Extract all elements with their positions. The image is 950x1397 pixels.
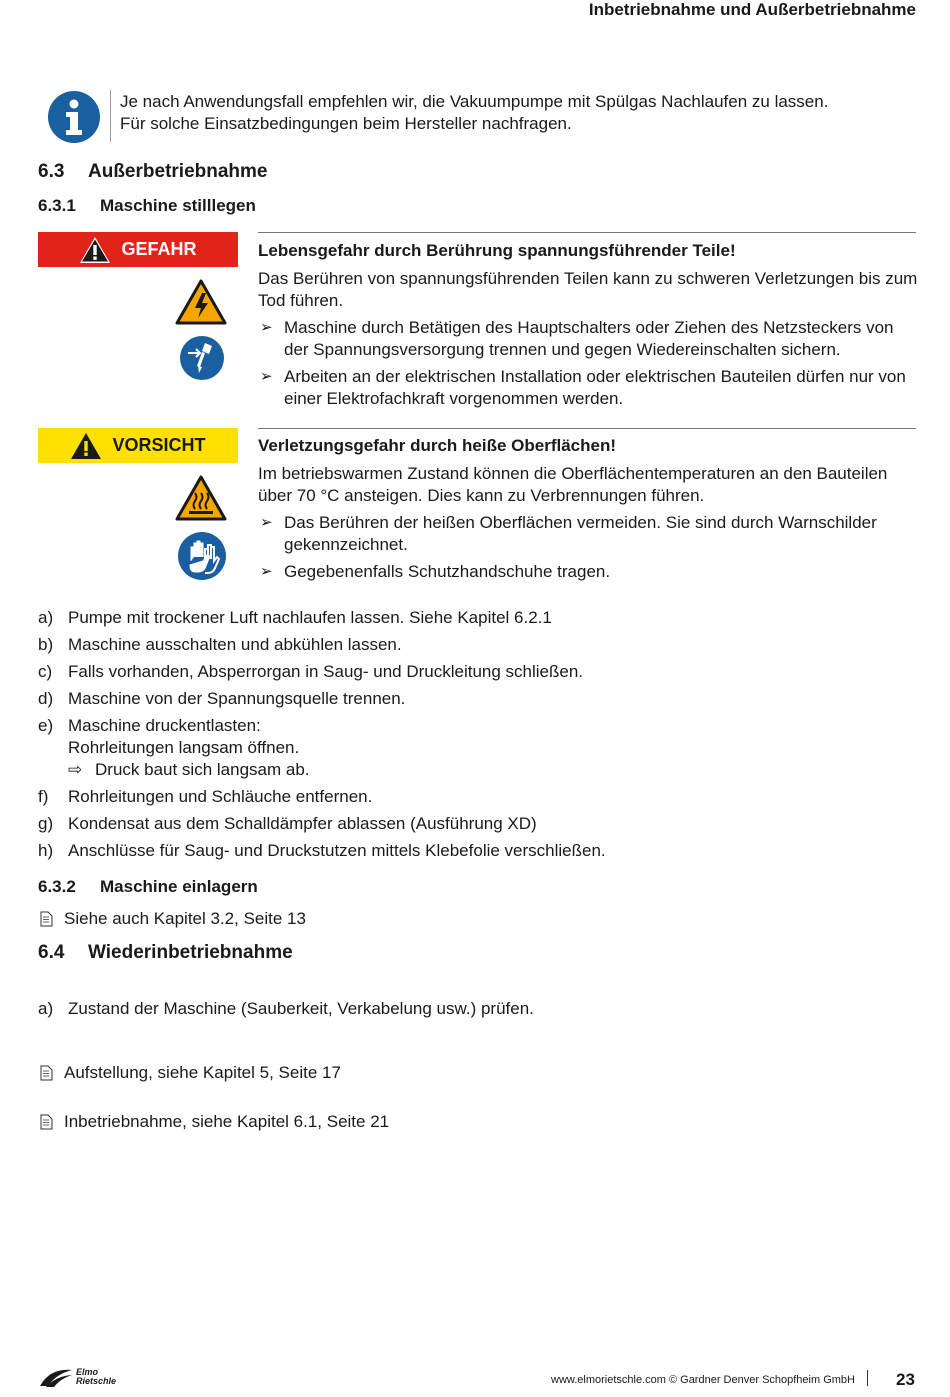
step-text: Kondensat aus dem Schalldämpfer ablassen (Ausführung XD) xyxy=(68,814,537,833)
section-title: Außerbetriebnahme xyxy=(88,161,268,182)
info-divider xyxy=(110,90,111,142)
cross-reference[interactable] xyxy=(38,1111,950,1133)
logo-line-2: Rietschle xyxy=(76,1376,117,1386)
info-note-text xyxy=(120,91,910,135)
arrow-bullet-icon: ➢ xyxy=(260,368,273,385)
warning-triangle-icon xyxy=(79,236,111,264)
caution-bullet xyxy=(258,512,918,556)
step-text: Zustand der Maschine (Sauberkeit, Verkabelung usw.) prüfen. xyxy=(68,999,534,1018)
caution-signal-label xyxy=(38,428,238,463)
step-letter: b) xyxy=(38,635,54,654)
section-heading-6-3-1 xyxy=(38,196,256,216)
arrow-bullet-icon: ➢ xyxy=(260,563,273,580)
caution-bullet-text: Das Berühren der heißen Oberflächen vermeiden. Sie sind durch Warnschilder gekennzeichnet. xyxy=(284,513,877,554)
electric-hazard-icon xyxy=(175,279,227,325)
step-text: Maschine ausschalten und abkühlen lassen. xyxy=(68,635,402,654)
cross-reference-text: Inbetriebnahme, siehe Kapitel 6.1, Seite 21 xyxy=(64,1112,390,1131)
logo-line-1: Elmo xyxy=(76,1367,99,1377)
arrow-bullet-icon: ➢ xyxy=(260,514,273,531)
caution-bullet-text: Gegebenenfalls Schutzhandschuhe tragen. xyxy=(284,562,611,581)
document-icon xyxy=(40,1114,53,1130)
danger-headline: Lebensgefahr durch Berührung spannungsführender Teile! xyxy=(258,241,736,260)
result-arrow-icon: ⇨ xyxy=(68,760,83,779)
caution-signal-word: VORSICHT xyxy=(112,435,206,455)
step-letter: a) xyxy=(38,999,54,1018)
disconnect-mains-plug-icon xyxy=(179,335,225,381)
section-number: 6.3 xyxy=(38,161,65,182)
step-letter: c) xyxy=(38,662,53,681)
company-logo xyxy=(38,1366,116,1388)
caution-text: Im betriebswarmen Zustand können die Oberflächentemperaturen an den Bauteilen über 70 °C ansteigen. Dies kann zu Verbrennungen führen. xyxy=(258,464,888,505)
cross-reference-text: Siehe auch Kapitel 3.2, Seite 13 xyxy=(64,909,306,928)
shutdown-steps xyxy=(38,607,918,867)
cross-reference-text: Aufstellung, siehe Kapitel 5, Seite 17 xyxy=(64,1063,341,1082)
danger-signal-word: GEFAHR xyxy=(121,239,197,259)
page-number: 23 xyxy=(896,1370,915,1389)
warning-triangle-icon xyxy=(70,432,102,460)
list-item xyxy=(38,715,918,781)
danger-bullet-text: Arbeiten an der elektrischen Installation oder elektrischen Bauteilen dürfen nur von einer Elektrofachkraft vorgenommen werden. xyxy=(284,367,906,408)
danger-signal-label xyxy=(38,232,238,267)
caution-rule xyxy=(258,428,916,429)
step-letter: e) xyxy=(38,716,54,735)
step-text: Rohrleitungen und Schläuche entfernen. xyxy=(68,787,373,806)
step-letter: d) xyxy=(38,689,54,708)
danger-bullet-text: Maschine durch Betätigen des Hauptschalters oder Ziehen des Netzsteckers von der Spannungsversorgung trennen und gegen Wiedereinschalten sichern. xyxy=(284,318,894,359)
danger-rule xyxy=(258,232,916,233)
section-number: 6.3.1 xyxy=(38,196,76,215)
danger-bullet xyxy=(258,366,918,410)
list-item xyxy=(38,813,918,835)
step-text: Falls vorhanden, Absperrorgan in Saug- und Druckleitung schließen. xyxy=(68,662,584,681)
step-letter: g) xyxy=(38,814,54,833)
list-item xyxy=(38,607,918,629)
list-item xyxy=(38,786,918,808)
footer-divider xyxy=(867,1370,868,1386)
wear-gloves-icon xyxy=(177,531,227,581)
section-title: Wiederinbetriebnahme xyxy=(88,942,293,963)
running-header: Inbetriebnahme und Außerbetriebnahme xyxy=(588,0,916,19)
section-heading-6-3 xyxy=(38,161,267,183)
info-line-1: Je nach Anwendungsfall empfehlen wir, die Vakuumpumpe mit Spülgas Nachlaufen zu lassen. xyxy=(120,92,829,111)
list-item xyxy=(38,661,918,683)
caution-headline: Verletzungsgefahr durch heiße Oberflächen! xyxy=(258,436,617,455)
info-line-2: Für solche Einsatzbedingungen beim Hersteller nachfragen. xyxy=(120,114,572,133)
list-item xyxy=(38,840,918,862)
step-text-line-2: Rohrleitungen langsam öffnen. xyxy=(68,738,300,757)
step-text: Pumpe mit trockener Luft nachlaufen lassen. Siehe Kapitel 6.2.1 xyxy=(68,608,552,627)
footer-copyright: www.elmorietschle.com © Gardner Denver Schopfheim GmbH xyxy=(551,1374,855,1386)
document-icon xyxy=(40,911,53,927)
caution-message xyxy=(258,435,918,588)
document-icon xyxy=(40,1065,53,1081)
step-text: Maschine von der Spannungsquelle trennen. xyxy=(68,689,406,708)
section-title: Maschine stilllegen xyxy=(100,196,256,215)
danger-text: Das Berühren von spannungsführenden Teilen kann zu schweren Verletzungen bis zum Tod führen. xyxy=(258,269,918,310)
step-letter: f) xyxy=(38,787,49,806)
info-icon xyxy=(47,90,101,144)
step-result xyxy=(68,759,918,781)
step-text: Anschlüsse für Saug- und Druckstutzen mittels Klebefolie verschließen. xyxy=(68,841,606,860)
danger-message xyxy=(258,240,918,415)
section-number: 6.4 xyxy=(38,942,65,963)
step-text: Maschine druckentlasten: xyxy=(68,716,261,735)
caution-bullet xyxy=(258,561,918,583)
logo-swoosh-icon xyxy=(38,1366,74,1388)
step-letter: h) xyxy=(38,841,54,860)
section-title: Maschine einlagern xyxy=(100,877,258,896)
hot-surface-icon xyxy=(175,475,227,521)
section-number: 6.3.2 xyxy=(38,877,76,896)
list-item xyxy=(38,998,938,1020)
danger-bullet xyxy=(258,317,918,361)
section-heading-6-3-2 xyxy=(38,877,258,897)
step-letter: a) xyxy=(38,608,54,627)
cross-reference[interactable] xyxy=(38,908,950,930)
cross-reference[interactable] xyxy=(38,1062,950,1084)
arrow-bullet-icon: ➢ xyxy=(260,319,273,336)
section-heading-6-4 xyxy=(38,942,293,964)
step-result-text: Druck baut sich langsam ab. xyxy=(95,760,310,779)
list-item xyxy=(38,688,918,710)
list-item xyxy=(38,634,918,656)
